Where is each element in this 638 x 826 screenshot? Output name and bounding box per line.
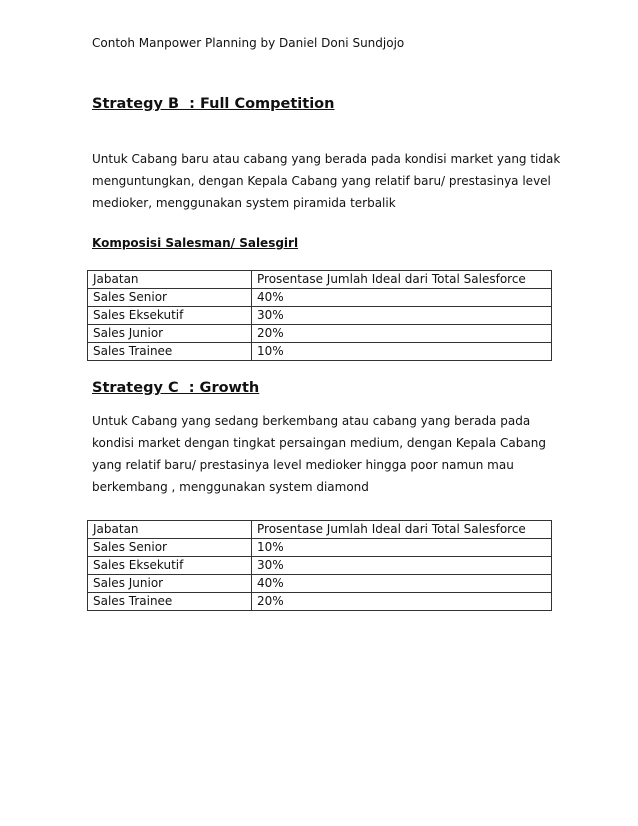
table-row <box>88 557 552 575</box>
table-cell: Sales Junior <box>88 575 252 593</box>
table-row <box>88 539 552 557</box>
table-row <box>88 575 552 593</box>
strategy-c-heading: Strategy C : Growth <box>92 380 260 396</box>
strategy-b-paragraph: Untuk Cabang baru atau cabang yang berada pada kondisi market yang tidak menguntungkan, dengan Kepala Cabang yang relatif baru/ prestasinya level medioker, menggunakan system piramida terbalik <box>92 152 561 210</box>
table-cell: 20% <box>252 325 552 343</box>
table-cell: 30% <box>252 557 552 575</box>
composition-subheading: Komposisi Salesman/ Salesgirl <box>92 236 299 250</box>
strategy-c-table <box>87 520 552 611</box>
table-cell: Sales Trainee <box>88 343 252 361</box>
table-header-row <box>88 271 552 289</box>
table-cell: 10% <box>252 343 552 361</box>
table-row <box>88 343 552 361</box>
table-row <box>88 325 552 343</box>
table-header-cell: Prosentase Jumlah Ideal dari Total Salesforce <box>252 521 552 539</box>
table-cell: 40% <box>252 289 552 307</box>
table-cell: Sales Junior <box>88 325 252 343</box>
page-header: Contoh Manpower Planning by Daniel Doni Sundjojo <box>92 36 405 50</box>
table-cell: 10% <box>252 539 552 557</box>
table-cell: Sales Senior <box>88 289 252 307</box>
table-cell: Sales Senior <box>88 539 252 557</box>
strategy-b-table <box>87 270 552 361</box>
table-row <box>88 289 552 307</box>
table-cell: 40% <box>252 575 552 593</box>
table-cell: Sales Trainee <box>88 593 252 611</box>
table-cell: Sales Eksekutif <box>88 557 252 575</box>
table-cell: Sales Eksekutif <box>88 307 252 325</box>
table-row <box>88 593 552 611</box>
strategy-c-paragraph: Untuk Cabang yang sedang berkembang atau cabang yang berada pada kondisi market dengan tingkat persaingan medium, dengan Kepala Cabang yang relatif baru/ prestasinya level medioker hingga poor namun mau berkembang , menggunakan system diamond <box>92 414 546 494</box>
table-row <box>88 307 552 325</box>
strategy-b-heading: Strategy B : Full Competition <box>92 96 335 112</box>
table-cell: 30% <box>252 307 552 325</box>
table-header-cell: Prosentase Jumlah Ideal dari Total Salesforce <box>252 271 552 289</box>
table-cell: 20% <box>252 593 552 611</box>
table-header-cell: Jabatan <box>88 271 252 289</box>
table-header-row <box>88 521 552 539</box>
table-header-cell: Jabatan <box>88 521 252 539</box>
